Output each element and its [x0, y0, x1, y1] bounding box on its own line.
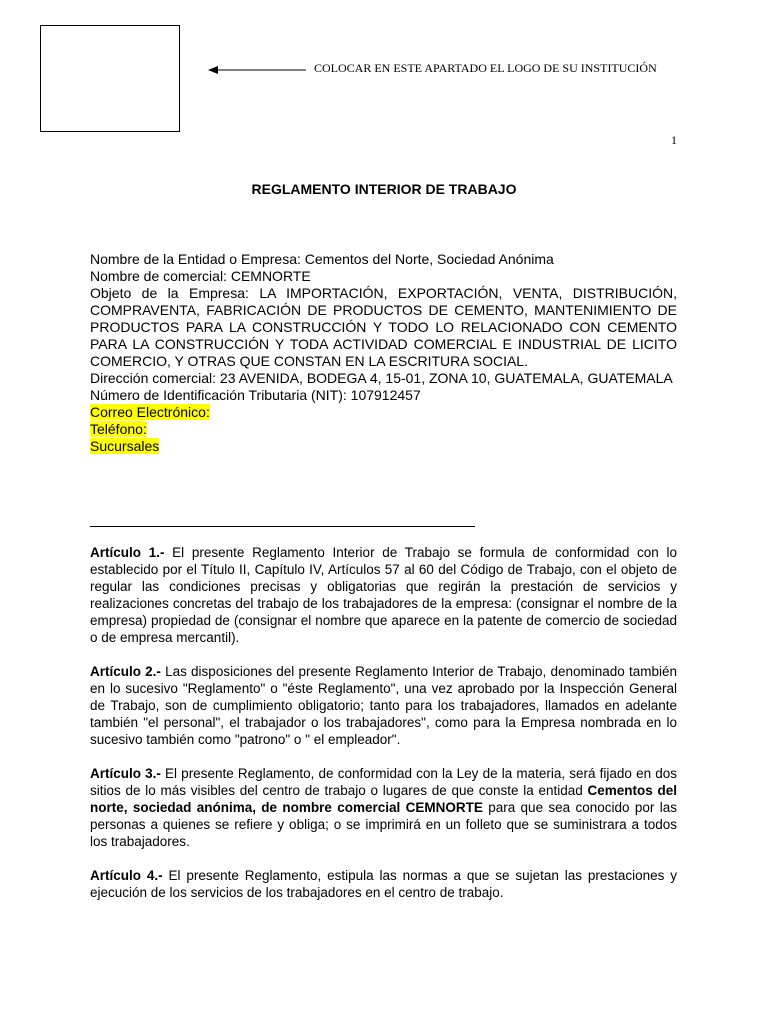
article-3-heading: Artículo 3.- — [90, 766, 161, 781]
phone-line — [90, 421, 677, 438]
entity-name-line: Nombre de la Entidad o Empresa: Cementos del Norte, Sociedad Anónima — [90, 251, 554, 267]
trade-name-line: Nombre de comercial: CEMNORTE — [90, 268, 311, 284]
article-3-text-before: El presente Reglamento, de conformidad con la Ley de la materia, será fijado en dos sitios de lo más visibles del centro de trabajo o lugares de que conste la entidad — [90, 766, 677, 798]
article-3-entity-name: Cementos del norte, sociedad anónima, de nombre comercial CEMNORTE — [90, 783, 677, 815]
branches-label: Sucursales — [90, 438, 160, 454]
page-number: 1 — [671, 133, 677, 147]
branches-line — [90, 438, 677, 455]
article-1 — [90, 544, 677, 646]
article-1-text: El presente Reglamento Interior de Trabajo se formula de conformidad con lo establecido por el Título II, Capítulo IV, Artículos 57 al 60 del Código de Trabajo, con el objeto de regular las condiciones precisas y obligatorias que regirán la prestación de servicios y realizaciones concretas del trabajo de los trabajadores de la empresa: (consignar el nombre de la empresa) propiedad de (consignar el nombre que aparece en la patente de comercio de sociedad o de empresa mercantil). — [90, 545, 677, 645]
company-object-line: Objeto de la Empresa: LA IMPORTACIÓN, EXPORTACIÓN, VENTA, DISTRIBUCIÓN, COMPRAVENTA, FABRICACIÓN DE PRODUCTOS DE CEMENTO, MANTENIMIENTO DE PRODUCTOS PARA LA CONSTRUCCIÓN Y TODO LO RELACIONADO CON CEMENTO PARA LA CONSTRUCCIÓN Y TODA ACTIVIDAD COMERCIAL E INDUSTRIAL DE LICITO COMERCIO, Y OTRAS QUE CONSTAN EN LA ESCRITURA SOCIAL. — [90, 285, 677, 369]
nit-line: Número de Identificación Tributaria (NIT): 107912457 — [90, 387, 421, 403]
articles-section — [90, 544, 677, 918]
article-4-text: El presente Reglamento, estipula las normas a que se sujetan las prestaciones y ejecución de los servicios de los trabajadores en el centro de trabajo. — [90, 868, 677, 900]
logo-placeholder-box — [40, 25, 180, 132]
company-info-block — [90, 251, 677, 455]
article-4-heading: Artículo 4.- — [90, 868, 163, 883]
address-line: Dirección comercial: 23 AVENIDA, BODEGA 4, 15-01, ZONA 10, GUATEMALA, GUATEMALA — [90, 370, 673, 386]
phone-label: Teléfono: — [90, 421, 147, 437]
logo-instruction-note: COLOCAR EN ESTE APARTADO EL LOGO DE SU INSTITUCIÓN — [314, 61, 657, 75]
email-line — [90, 404, 677, 421]
article-4 — [90, 867, 677, 901]
article-2 — [90, 663, 677, 748]
article-3 — [90, 765, 677, 850]
article-3-text-after: para que sea conocido por las personas a quienes se refiere y obliga; o se imprimirá en un folleto que se suministrara a todos los trabajadores. — [90, 800, 677, 849]
document-title: REGLAMENTO INTERIOR DE TRABAJO — [251, 181, 517, 197]
left-arrow-icon — [208, 63, 308, 77]
article-1-heading: Artículo 1.- — [90, 545, 165, 560]
section-divider — [90, 526, 475, 527]
article-2-text: Las disposiciones del presente Reglamento Interior de Trabajo, denominado también en lo sucesivo "Reglamento" o "éste Reglamento", una vez aprobado por la Inspección General de Trabajo, son de cumplimiento obligatorio; tanto para los trabajadores, llamados en adelante también "el personal", el trabajador o los trabajadores", como para la Empresa nombrada en lo sucesivo también como "patrono" o " el empleador". — [90, 664, 677, 747]
email-label: Correo Electrónico: — [90, 404, 210, 420]
article-2-heading: Artículo 2.- — [90, 664, 161, 679]
